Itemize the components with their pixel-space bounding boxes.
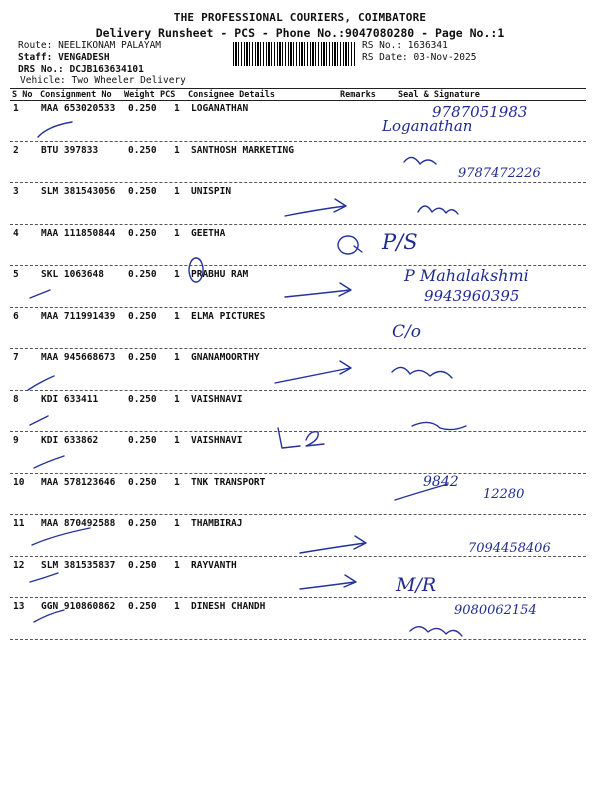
cell-weight: 0.250	[128, 310, 157, 322]
cell-pcs: 1	[174, 601, 180, 612]
cell-weight: 0.250	[128, 559, 157, 571]
hw-r10-a: 9842	[423, 474, 459, 490]
cell-weight: 0.250	[128, 227, 157, 239]
col-header-seal-signature: Seal & Signature	[398, 90, 480, 100]
cell-consignment: MAA 870492588	[41, 518, 116, 529]
cell-sno: 3	[13, 186, 19, 197]
cell-weight: 0.250	[128, 518, 157, 529]
row-divider	[10, 514, 586, 515]
rs-date-label: RS Date:	[362, 52, 408, 63]
hw-r1-phone: 9787051983	[432, 103, 528, 121]
cell-sno: 6	[13, 310, 19, 322]
rs-date-value: 03-Nov-2025	[413, 52, 477, 63]
runsheet-subtitle: Delivery Runsheet - PCS - Phone No.:9047080280 - Page No.:1	[95, 26, 505, 40]
row-divider	[10, 307, 586, 308]
cell-consignee: RAYVANTH	[191, 559, 237, 571]
row-divider	[10, 224, 586, 225]
cell-consignment: SLM 381543056	[41, 186, 116, 197]
cell-consignee: TNK TRANSPORT	[191, 476, 266, 488]
cell-consignee: GNANAMOORTHY	[191, 352, 260, 363]
rs-no-label: RS No.:	[362, 40, 403, 51]
staff-value: VENGADESH	[58, 52, 110, 63]
cell-consignee: PRABHU RAM	[191, 269, 249, 280]
drs-label: DRS No.:	[18, 64, 64, 75]
hw-r1-name: Loganathan	[382, 117, 473, 135]
cell-sno: 2	[13, 144, 19, 156]
cell-weight: 0.250	[128, 601, 157, 612]
col-header-weight: Weight	[124, 90, 155, 100]
table-top-rule	[10, 88, 586, 89]
vehicle-line	[20, 75, 186, 86]
hw-r5-name: P Mahalakshmi	[404, 266, 529, 285]
staff-line	[18, 52, 110, 63]
col-header-sno: S No	[12, 90, 33, 100]
rs-no-value: 1636341	[407, 40, 448, 51]
cell-weight: 0.250	[128, 393, 157, 405]
cell-consignment: MAA 653020533	[41, 103, 116, 114]
cell-sno: 9	[13, 435, 19, 446]
cell-consignee: VAISHNAVI	[191, 435, 243, 446]
cell-weight: 0.250	[128, 269, 157, 280]
row-divider	[10, 473, 586, 474]
vehicle-label: Vehicle:	[20, 75, 66, 86]
cell-consignment: GGN 910860862	[41, 601, 116, 612]
route-label: Route:	[18, 40, 53, 51]
cell-pcs: 1	[174, 186, 180, 197]
hw-r11-phone: 7094458406	[468, 541, 551, 556]
hw-r10-b: 12280	[483, 487, 525, 502]
cell-pcs: 1	[174, 103, 180, 114]
cell-consignee: UNISPIN	[191, 186, 232, 197]
drs-value: DCJB163634101	[69, 64, 144, 75]
cell-sno: 5	[13, 269, 19, 280]
row-divider	[10, 597, 586, 598]
cell-pcs: 1	[174, 269, 180, 280]
cell-consignment: SKL 1063648	[41, 269, 104, 280]
cell-consignee: SANTHOSH MARKETING	[191, 144, 294, 156]
hw-r5-phone: 9943960395	[424, 287, 520, 305]
rs-date-line	[362, 52, 476, 63]
hw-r2-phone: 9787472226	[458, 166, 541, 181]
cell-pcs: 1	[174, 352, 180, 363]
hw-r4-mark: P/S	[382, 230, 418, 254]
row-divider	[10, 390, 586, 391]
cell-pcs: 1	[174, 476, 180, 488]
cell-weight: 0.250	[128, 103, 157, 114]
hw-r6-mark: C/o	[392, 322, 421, 342]
vehicle-value: Two Wheeler Delivery	[71, 75, 186, 86]
cell-weight: 0.250	[128, 435, 157, 446]
cell-pcs: 1	[174, 559, 180, 571]
cell-consignment: MAA 711991439	[41, 310, 116, 322]
cell-sno: 12	[13, 559, 25, 571]
drs-line	[18, 64, 144, 75]
cell-consignment: BTU 397833	[41, 144, 99, 156]
barcode-image	[233, 42, 355, 66]
cell-sno: 1	[13, 103, 19, 114]
cell-consignment: MAA 111850844	[41, 227, 116, 239]
cell-sno: 13	[13, 601, 25, 612]
hw-r13-phone: 9080062154	[454, 603, 537, 618]
rs-no-line	[362, 40, 448, 51]
cell-consignee: THAMBIRAJ	[191, 518, 243, 529]
cell-pcs: 1	[174, 435, 180, 446]
company-title: THE PROFESSIONAL COURIERS, COIMBATORE	[173, 11, 427, 24]
cell-sno: 4	[13, 227, 19, 239]
hw-r12-mark: M/R	[396, 574, 437, 596]
route-value: NEELIKONAM PALAYAM	[58, 40, 162, 51]
row-divider	[10, 431, 586, 432]
cell-consignee: GEETHA	[191, 227, 226, 239]
route-line	[18, 40, 161, 51]
cell-consignment: KDI 633411	[41, 393, 99, 405]
cell-sno: 8	[13, 393, 19, 405]
row-divider	[10, 348, 586, 349]
cell-weight: 0.250	[128, 144, 157, 156]
col-header-consignment: Consignment No	[40, 90, 112, 100]
cell-consignee: DINESH CHANDH	[191, 601, 266, 612]
cell-pcs: 1	[174, 227, 180, 239]
staff-label: Staff:	[18, 52, 53, 63]
row-divider	[10, 182, 586, 183]
cell-weight: 0.250	[128, 186, 157, 197]
cell-consignment: SLM 381535837	[41, 559, 116, 571]
cell-pcs: 1	[174, 310, 180, 322]
cell-consignment: MAA 578123646	[41, 476, 116, 488]
cell-sno: 7	[13, 352, 19, 363]
cell-weight: 0.250	[128, 476, 157, 488]
col-header-consignee: Consignee Details	[188, 90, 275, 100]
cell-consignee: VAISHNAVI	[191, 393, 243, 405]
row-divider	[10, 141, 586, 142]
cell-consignment: KDI 633862	[41, 435, 99, 446]
header-bottom-rule	[10, 100, 586, 101]
cell-consignee: ELMA PICTURES	[191, 310, 266, 322]
cell-pcs: 1	[174, 518, 180, 529]
cell-weight: 0.250	[128, 352, 157, 363]
col-header-remarks: Remarks	[340, 90, 376, 100]
cell-pcs: 1	[174, 393, 180, 405]
row-divider	[10, 639, 586, 640]
cell-pcs: 1	[174, 144, 180, 156]
cell-consignment: MAA 945668673	[41, 352, 116, 363]
cell-sno: 10	[13, 476, 25, 488]
cell-consignee: LOGANATHAN	[191, 103, 249, 114]
cell-sno: 11	[13, 518, 25, 529]
col-header-pcs: PCS	[160, 90, 176, 100]
